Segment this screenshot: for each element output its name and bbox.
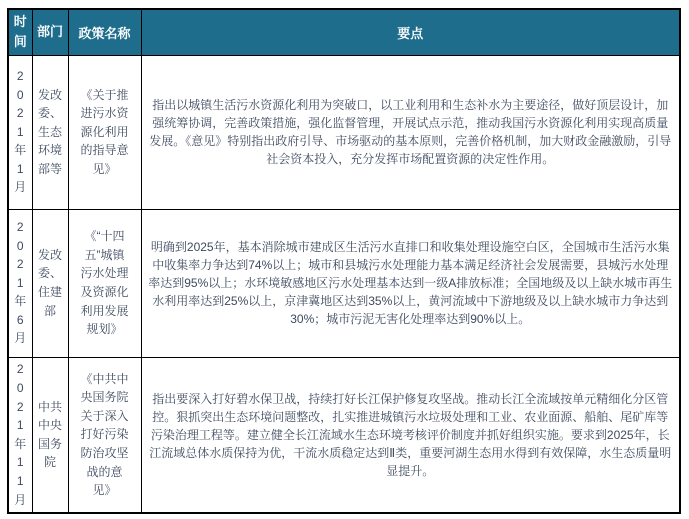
time-value: 2021年6月 bbox=[14, 219, 27, 346]
header-row bbox=[8, 9, 680, 55]
points-cell: 明确到2025年，基本消除城市建成区生活污水直排口和收集处理设施空白区，全国城市生活污水集中收集率力争达到74%以上；城市和县城污水处理能力基本满足经济社会发展需要，县城污水处理率达到95%以上；水环境敏感地区污水处理基本达到一级A排放标准；全国地级及以上缺水城市再生水利用率达到25%以上，京津冀地区达到35%以上，黄河流域中下游地级及以上缺水城市力争达到30%；城市污泥无害化处理率达到90%以上。 bbox=[141, 209, 680, 357]
table-row bbox=[8, 209, 680, 357]
time-cell bbox=[8, 209, 32, 357]
dept-value: 发改委、生态环境部等 bbox=[38, 87, 63, 176]
dept-cell bbox=[32, 55, 68, 209]
dept-value: 中共中央国务院 bbox=[38, 399, 63, 470]
table-row bbox=[8, 357, 680, 513]
points-cell: 指出以城镇生活污水资源化利用为突破口，以工业利用和生态补水为主要途径，做好顶层设计，加强统筹协调，完善政策措施，强化监督管理，开展试点示范，推动我国污水资源化利用实现高质量发展。《意见》特别指出政府引导、市场驱动的基本原则，完善价格机制，加大财政金融激励，引导社会资本投入，充分发挥市场配置资源的决定性作用。 bbox=[141, 55, 680, 209]
col-header-points bbox=[141, 9, 680, 55]
policy-value: 《“十四五”城镇污水处理及资源化利用发展规划》 bbox=[80, 229, 129, 337]
policy-table bbox=[7, 8, 681, 514]
time-value: 2021年11月 bbox=[14, 362, 27, 507]
col-header-policy-label: 政策名称 bbox=[78, 25, 131, 41]
dept-cell bbox=[32, 209, 68, 357]
policy-cell bbox=[68, 209, 141, 357]
col-header-policy bbox=[68, 9, 141, 55]
table-header bbox=[8, 9, 680, 55]
policy-cell bbox=[68, 357, 141, 513]
col-header-dept bbox=[32, 9, 68, 55]
col-header-dept-label: 部门 bbox=[37, 24, 64, 40]
time-cell bbox=[8, 55, 32, 209]
time-cell bbox=[8, 357, 32, 513]
time-value: 2021年1月 bbox=[14, 68, 27, 195]
policy-cell bbox=[68, 55, 141, 209]
dept-cell bbox=[32, 357, 68, 513]
points-cell: 指出要深入打好碧水保卫战，持续打好长江保护修复攻坚战。推动长江全流域按单元精细化分区管控。狠抓突出生态环境问题整改，扎实推进城镇污水垃圾处理和工业、农业面源、船舶、尾矿库等污染治理工程等。建立健全长江流域水生态环境考核评价制度并抓好组织实施。要求到2025年，长江流域总体水质保持为优，干流水质稳定达到Ⅱ类，重要河湖生态用水得到有效保障，水生态质量明显提升。 bbox=[141, 357, 680, 513]
dept-value: 发改委、住建部 bbox=[38, 247, 63, 318]
col-header-points-label: 要点 bbox=[397, 25, 424, 41]
col-header-time bbox=[8, 9, 32, 55]
table-row bbox=[8, 55, 680, 209]
col-header-time-label: 时间 bbox=[13, 14, 27, 50]
table-body bbox=[8, 55, 680, 513]
policy-value: 《中共中央国务院关于深入打好污染防治攻坚战的意见》 bbox=[80, 371, 129, 498]
policy-value: 《关于推进污水资源化利用的指导意见》 bbox=[80, 87, 129, 176]
